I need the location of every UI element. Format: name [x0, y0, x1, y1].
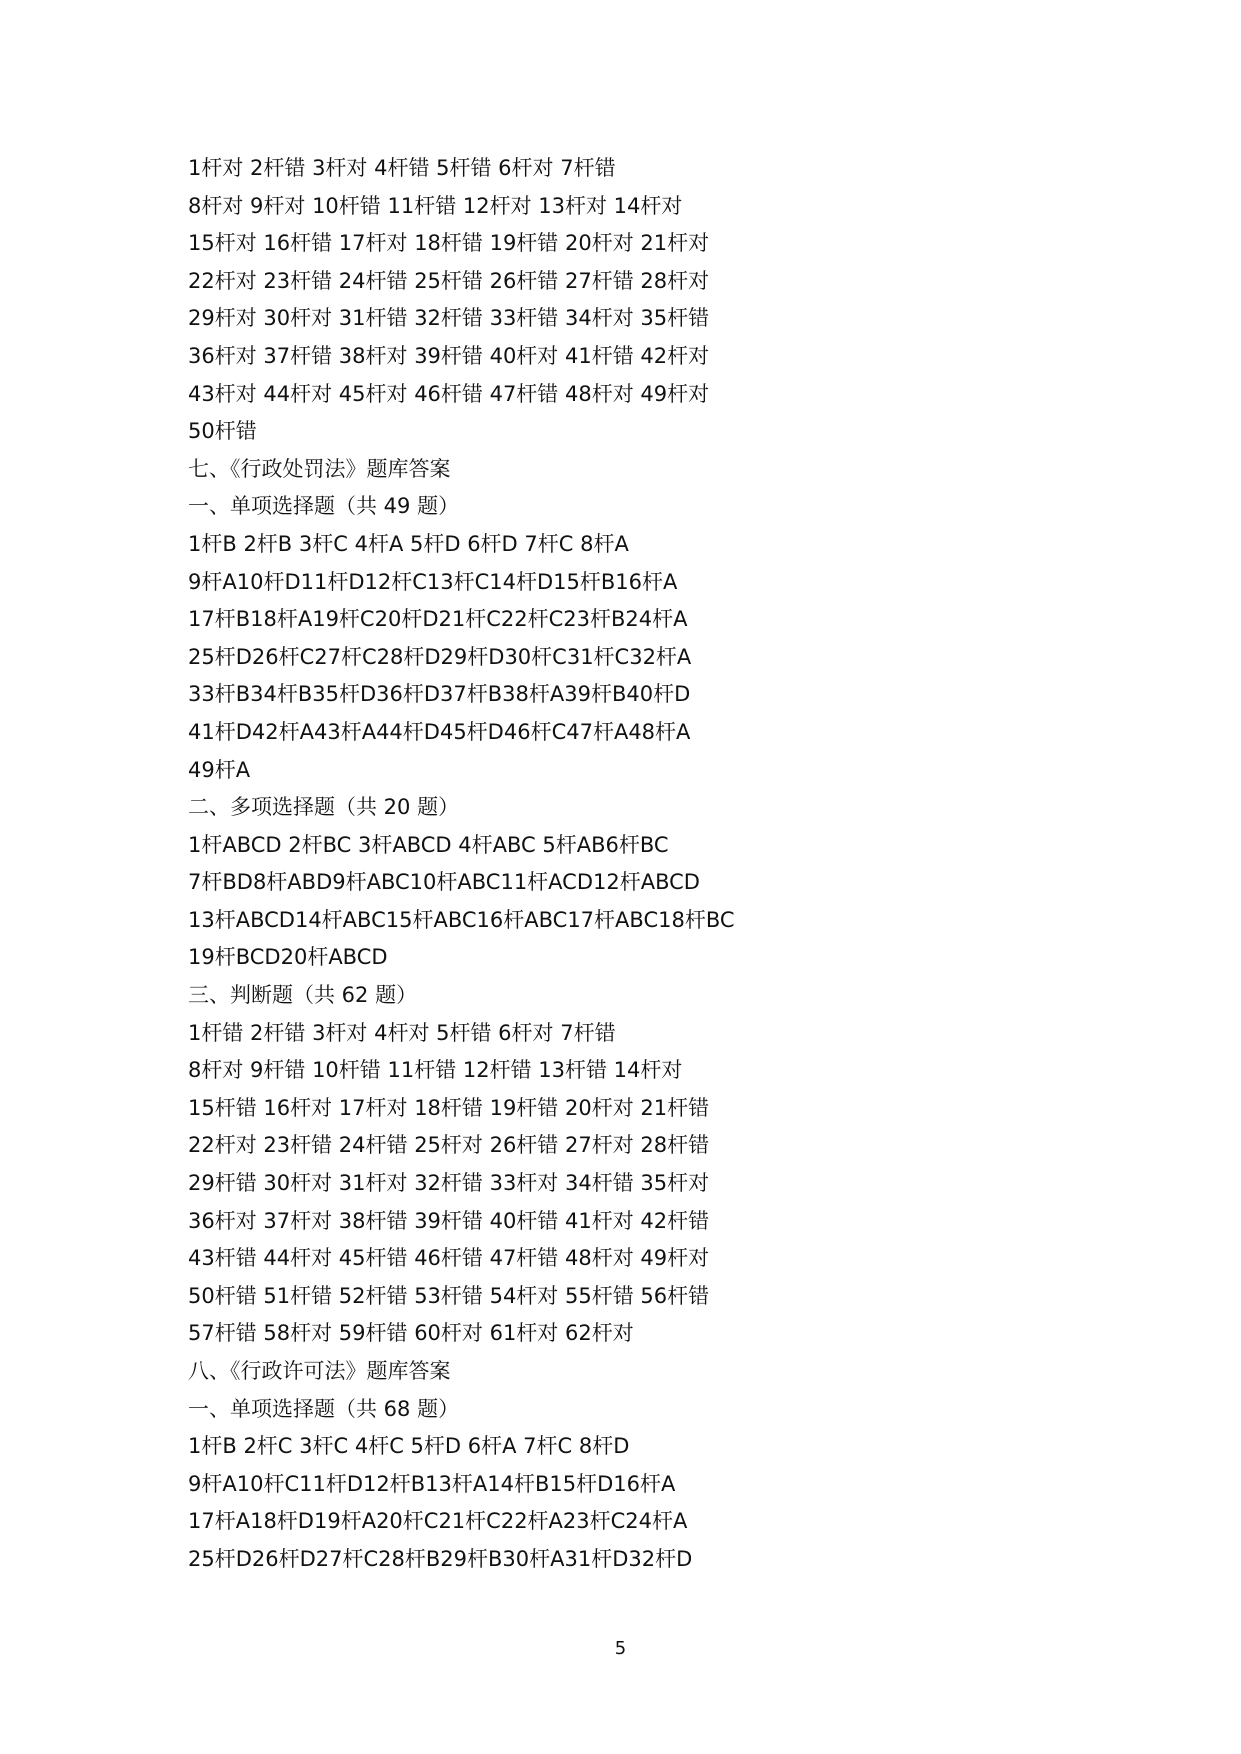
text-line: 1杆错 2杆错 3杆对 4杆对 5杆错 6杆对 7杆错	[188, 1020, 616, 1045]
text-line: 9杆A10杆D11杆D12杆C13杆C14杆D15杆B16杆A	[188, 569, 678, 594]
text-line: 25杆D26杆D27杆C28杆B29杆B30杆A31杆D32杆D	[188, 1546, 693, 1571]
subsection-heading: 一、单项选择题（共 68 题）	[188, 1396, 460, 1421]
text-line: 50杆错	[188, 419, 257, 444]
text-line: 17杆A18杆D19杆A20杆C21杆C22杆A23杆C24杆A	[188, 1509, 688, 1534]
subsection-heading: 二、多项选择题（共 20 题）	[188, 795, 460, 820]
text-line: 15杆对 16杆错 17杆对 18杆错 19杆错 20杆对 21杆对	[188, 231, 710, 256]
text-line: 1杆B 2杆C 3杆C 4杆C 5杆D 6杆A 7杆C 8杆D	[188, 1434, 630, 1459]
text-line: 7杆BD8杆ABD9杆ABC10杆ABC11杆ACD12杆ABCD	[188, 870, 700, 895]
text-line: 13杆ABCD14杆ABC15杆ABC16杆ABC17杆ABC18杆BC	[188, 907, 735, 932]
text-line: 8杆对 9杆对 10杆错 11杆错 12杆对 13杆对 14杆对	[188, 193, 683, 218]
section-heading: 七、《行政处罚法》题库答案	[188, 456, 451, 481]
text-line: 1杆ABCD 2杆BC 3杆ABCD 4杆ABC 5杆AB6杆BC	[188, 832, 669, 857]
text-line: 8杆对 9杆错 10杆错 11杆错 12杆错 13杆错 14杆对	[188, 1058, 683, 1083]
page-number: 5	[614, 1638, 627, 1659]
text-line: 33杆B34杆B35杆D36杆D37杆B38杆A39杆B40杆D	[188, 682, 691, 707]
text-line: 25杆D26杆C27杆C28杆D29杆D30杆C31杆C32杆A	[188, 644, 692, 669]
text-line: 22杆对 23杆错 24杆错 25杆对 26杆错 27杆对 28杆错	[188, 1133, 710, 1158]
text-line: 43杆对 44杆对 45杆对 46杆错 47杆错 48杆对 49杆对	[188, 381, 710, 406]
answer-text-block	[188, 150, 1088, 1579]
text-line: 1杆对 2杆错 3杆对 4杆错 5杆错 6杆对 7杆错	[188, 156, 616, 180]
text-line: 15杆错 16杆对 17杆对 18杆错 19杆错 20杆对 21杆错	[188, 1095, 710, 1120]
text-line: 19杆BCD20杆ABCD	[188, 945, 388, 970]
section-heading: 八、《行政许可法》题库答案	[188, 1359, 451, 1383]
text-line: 1杆B 2杆B 3杆C 4杆A 5杆D 6杆D 7杆C 8杆A	[188, 531, 629, 556]
subsection-heading: 一、单项选择题（共 49 题）	[188, 494, 460, 519]
text-line: 17杆B18杆A19杆C20杆D21杆C22杆C23杆B24杆A	[188, 607, 688, 632]
subsection-heading: 三、判断题（共 62 题）	[188, 983, 418, 1008]
text-line: 22杆对 23杆错 24杆错 25杆错 26杆错 27杆错 28杆对	[188, 268, 710, 293]
text-line: 29杆错 30杆对 31杆对 32杆错 33杆对 34杆错 35杆对	[188, 1171, 710, 1196]
text-line: 36杆对 37杆对 38杆错 39杆错 40杆错 41杆对 42杆错	[188, 1208, 710, 1233]
text-line: 9杆A10杆C11杆D12杆B13杆A14杆B15杆D16杆A	[188, 1471, 676, 1496]
text-line: 36杆对 37杆错 38杆对 39杆错 40杆对 41杆错 42杆对	[188, 343, 710, 368]
text-line: 43杆错 44杆对 45杆错 46杆错 47杆错 48杆对 49杆对	[188, 1246, 710, 1271]
text-line: 41杆D42杆A43杆A44杆D45杆D46杆C47杆A48杆A	[188, 719, 691, 744]
text-line: 57杆错 58杆对 59杆错 60杆对 61杆对 62杆对	[188, 1321, 634, 1346]
text-line: 49杆A	[188, 757, 251, 782]
text-line: 29杆对 30杆对 31杆错 32杆错 33杆错 34杆对 35杆错	[188, 306, 710, 331]
text-line: 50杆错 51杆错 52杆错 53杆错 54杆对 55杆错 56杆错	[188, 1283, 710, 1308]
